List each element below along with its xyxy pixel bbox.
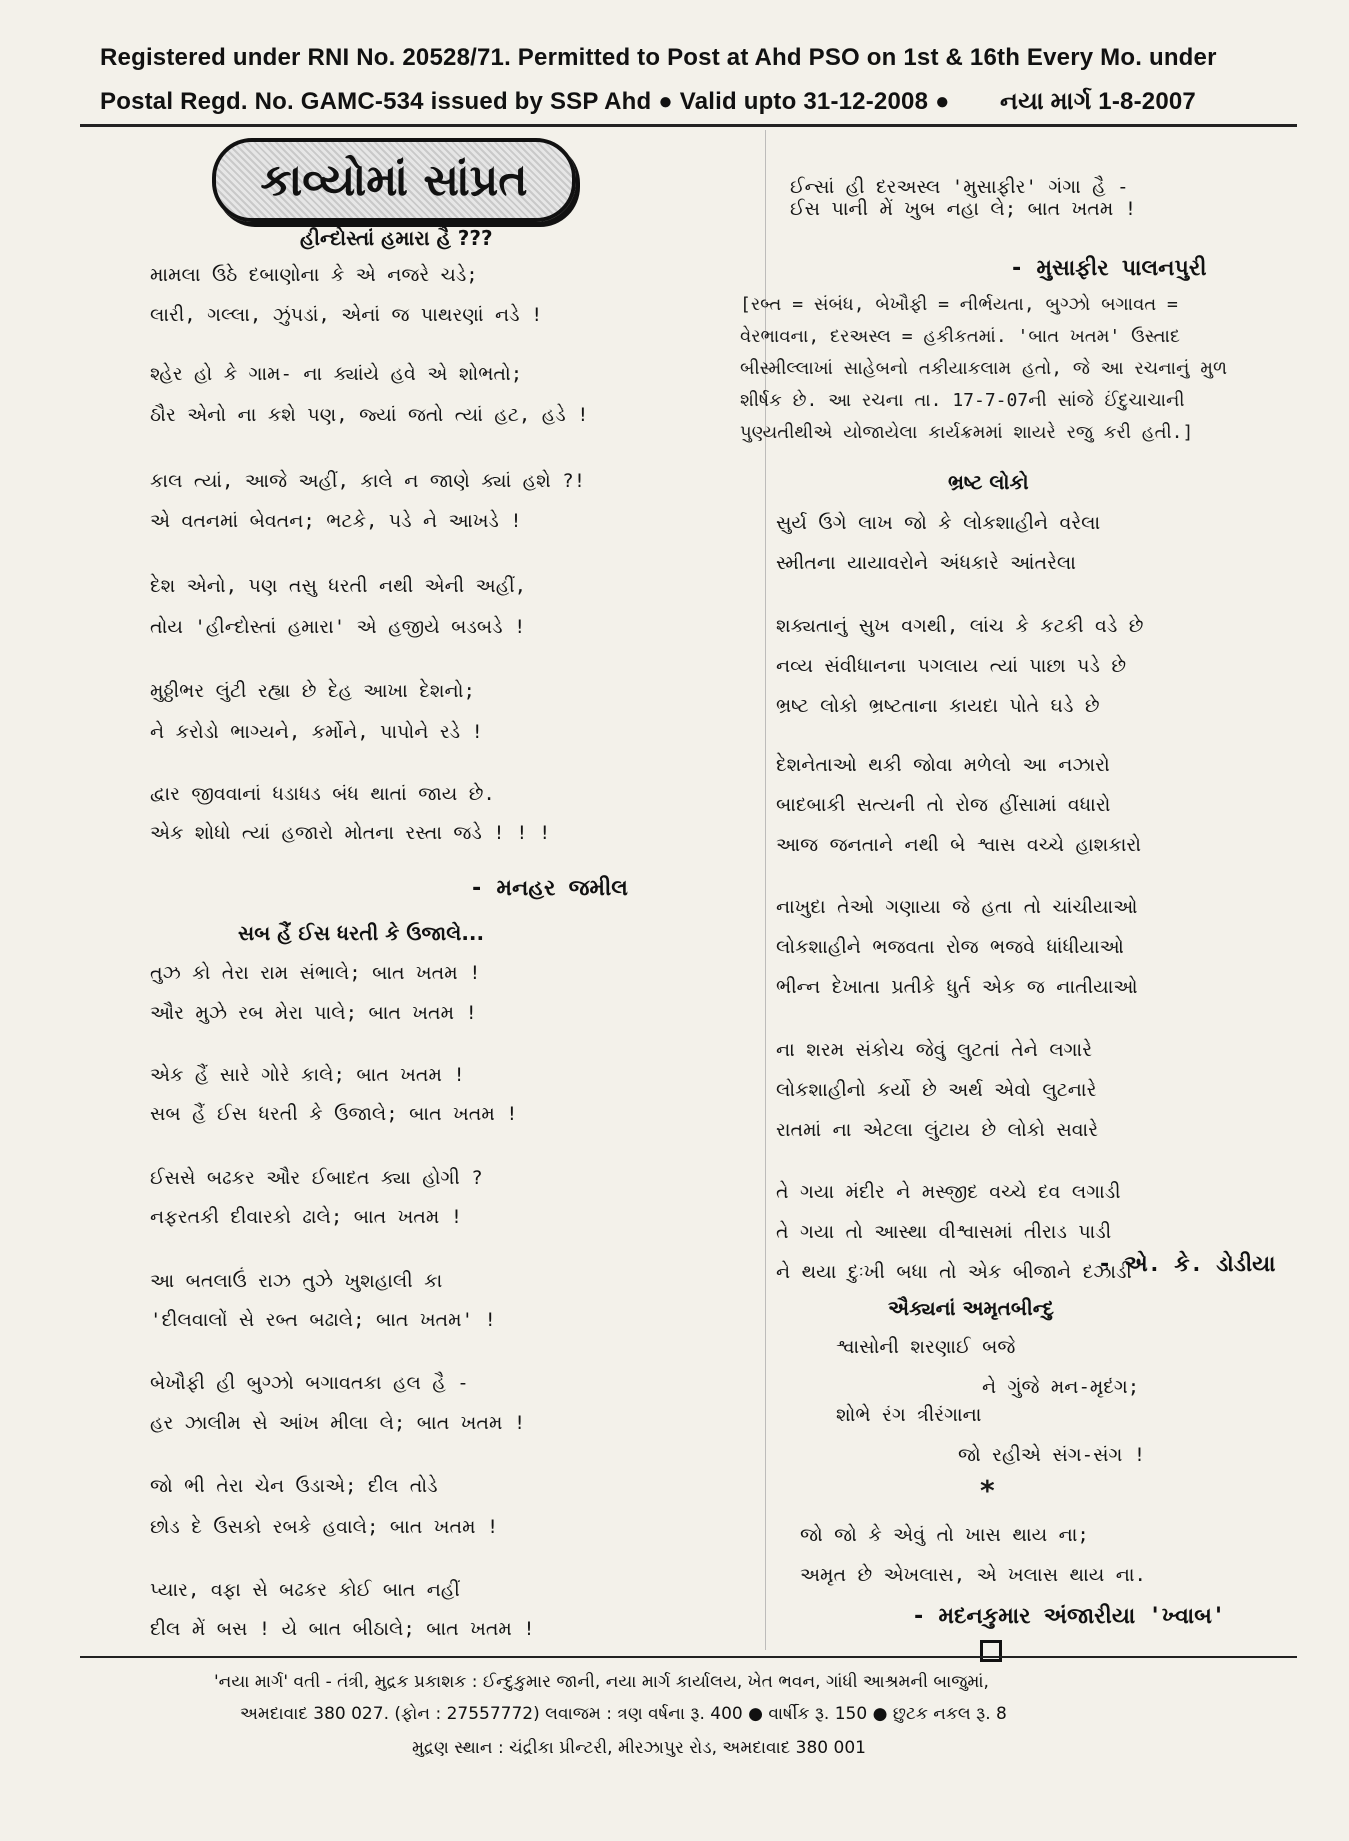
poem1-line: તોય 'હીન્દોસ્તાં હમારા' એ હજીયે બડબડે ! xyxy=(150,616,526,638)
section-banner-title: કાવ્યોમાં સાંપ્રત xyxy=(260,154,528,206)
poem1-line: શ્હેર હો કે ગામ- ના ક્યાંયે હવે એ શોભતો; xyxy=(150,363,523,385)
poem3-line: નાખુદા તેઓ ગણાયા જે હતા તો ચાંચીયાઓ xyxy=(776,896,1138,918)
poem3-line: ના શરમ સંકોચ જેવું લુટતાં તેને લગારે xyxy=(776,1039,1093,1061)
poem2-line: છોડ દે ઉસકો રબકે હવાલે; બાત ખતમ ! xyxy=(150,1516,499,1538)
poem1-line: એ વતનમાં બેવતન; ભટકે, પડે ને આખડે ! xyxy=(150,510,522,532)
poem3-line: તે ગયા તો આસ્થા વીશ્વાસમાં તીરાડ પાડી xyxy=(776,1221,1112,1243)
poem4-line: ને ગુંજે મન-મૃદંગ; xyxy=(982,1376,1140,1398)
poem2-note-line: વેરભાવના, દરઅસ્લ = હકીકતમાં. 'બાત ખતમ' ઉસ્તાદ xyxy=(740,326,1181,347)
poem3-line: ને થયા દુઃખી બધા તો એક બીજાને દઝાડી xyxy=(776,1261,1132,1283)
footer-printer: મુદ્રણ સ્થાન : ચંદ્રીકા પ્રીન્ટરી, મીરઝાપુર રોડ, અમદાવાદ 380 001 xyxy=(412,1738,866,1758)
poem1-line: દેશ એનો, પણ તસુ ધરતી નથી એની અહીં, xyxy=(150,575,527,597)
footer-subscription: અમદાવાદ 380 027. (ફોન : 27557772) લવાજમ : ત્રણ વર્ષના રૂ. 400 ● વાર્ષીક રૂ. 150 ● છુટક નકલ રૂ. 8 xyxy=(240,1704,1007,1724)
poem2-note-line: શીર્ષક છે. આ રચના તા. 17-7-07ની સાંજે ઈંદુચાચાની xyxy=(740,390,1185,411)
poem3-line: આજ જનતાને નથી બે શ્વાસ વચ્ચે હાશકારો xyxy=(776,834,1141,856)
poem2-line: ઈસ પાની મેં ખુબ નહા લે; બાત ખતમ ! xyxy=(790,198,1137,220)
poem3-line: બાદબાકી સત્યની તો રોજ હીંસામાં વધારો xyxy=(776,794,1111,816)
poem4-line: અમૃત છે એખલાસ, એ ખલાસ થાય ના. xyxy=(800,1564,1146,1586)
poem1-line: કાલ ત્યાં, આજે અહીં, કાલે ન જાણે ક્યાં હશે ?! xyxy=(150,470,586,492)
poem2-line: ઔર મુઝે રબ મેરા પાલે; બાત ખતમ ! xyxy=(150,1002,477,1024)
poem2-line: ઈસસે બઢકર ઔર ઈબાદત ક્યા હોગી ? xyxy=(150,1167,483,1189)
poem3-line: લોકશાહીને ભજવતા રોજ ભજવે ધાંધીયાઓ xyxy=(776,936,1124,958)
poem2-line: સબ હૈં ઈસ ધરતી કે ઉજાલે; બાત ખતમ ! xyxy=(150,1103,518,1125)
poem2-note-line: [રબ્ત = સંબંધ, બેખૌફી = નીર્ભયતા, બુગ્ઝો બગાવત = xyxy=(740,294,1178,315)
poem3-line: સુર્ય ઉગે લાખ જો કે લોકશાહીને વરેલા xyxy=(776,512,1101,534)
poem4-line: શોભે રંગ ત્રીરંગાના xyxy=(836,1404,982,1426)
poem1-line: એક શોધો ત્યાં હજારો મોતના રસ્તા જડે ! ! ! xyxy=(150,822,551,844)
poem3-line: ભ્રષ્ટ લોકો ભ્રષ્ટતાના કાયદા પોતે ઘડે છે xyxy=(776,695,1100,717)
poem2-line: 'દીલવાલોં સે રબ્ત બઢાલે; બાત ખતમ' ! xyxy=(150,1309,496,1331)
registration-line-1: Registered under RNI No. 20528/71. Permitted to Post at Ahd PSO on 1st & 16th Every Mo. under xyxy=(100,44,1217,71)
header-rule xyxy=(80,124,1297,127)
poem4-line: શ્વાસોની શરણાઈ બજે xyxy=(836,1336,1016,1358)
footer-rule xyxy=(80,1656,1297,1658)
poem2-line: બેખૌફી હી બુગ્ઝો બગાવતકા હલ હૈ - xyxy=(150,1372,469,1394)
poem1-line: દ્વાર જીવવાનાં ધડાધડ બંધ થાતાં જાય છે. xyxy=(150,783,495,805)
section-banner xyxy=(212,138,576,222)
end-mark-icon xyxy=(980,1640,1002,1662)
issue-date: નયા માર્ગ 1-8-2007 xyxy=(1000,88,1196,115)
poem3-line: દેશનેતાઓ થકી જોવા મળેલો આ નઝારો xyxy=(776,754,1110,776)
footer-publisher: 'નયા માર્ગ' વતી - તંત્રી, મુદ્રક પ્રકાશક : ઈન્દુકુમાર જાની, નયા માર્ગ કાર્યાલય, ખેત ભવન, ગાંધી આશ્રમની બાજુમાં, xyxy=(214,1672,989,1692)
poem2-line: દીલ મેં બસ ! યે બાત બીઠાલે; બાત ખતમ ! xyxy=(150,1618,535,1640)
poem2-note-line: બીસ્મીલ્લાખાં સાહેબનો તકીયાકલામ હતો, જે આ રચનાનું મુળ xyxy=(740,358,1228,379)
poem3-line: લોકશાહીનો કર્યો છે અર્થ એવો લુટનારે xyxy=(776,1079,1097,1101)
poem2-title: સબ હૈં ઈસ ધરતી કે ઉજાલે... xyxy=(238,921,485,945)
poem2-line: પ્યાર, વફા સે બઢકર કોઈ બાત નહીં xyxy=(150,1579,460,1601)
poem2-line: નફરતકી દીવારકો ઢાલે; બાત ખતમ ! xyxy=(150,1206,463,1228)
poem1-line: લારી, ગલ્લા, ઝુંપડાં, એનાં જ પાથરણાં નડે ! xyxy=(150,304,543,326)
poem3-line: રાતમાં ના એટલા લુંટાય છે લોકો સવારે xyxy=(776,1119,1099,1141)
poem3-title: ભ્રષ્ટ લોકો xyxy=(948,470,1029,494)
poem2-line: એક હૈં સારે ગોરે કાલે; બાત ખતમ ! xyxy=(150,1064,465,1086)
poem2-author: - મુસાફીર પાલનપુરી xyxy=(1010,256,1207,281)
poem3-line: સ્મીતના યાયાવરોને અંધકારે આંતરેલા xyxy=(776,552,1076,574)
poem2-line: આ બતલાઉં રાઝ તુઝે ખુશહાલી કા xyxy=(150,1270,443,1292)
poem4-line: જો રહીએ સંગ-સંગ ! xyxy=(958,1444,1146,1466)
poem1-line: ઠૌર એનો ના કશે પણ, જ્યાં જતો ત્યાં હટ, હડે ! xyxy=(150,404,589,426)
poem1-title: હીન્દોસ્તાં હમારા હૈ ??? xyxy=(300,226,493,250)
poem3-line: શક્યતાનું સુખ વગથી, લાંચ કે કટકી વડે છે xyxy=(776,615,1144,637)
poem2-line: જો ભી તેરા ચેન ઉડાએ; દીલ તોડે xyxy=(150,1475,438,1497)
poem1-line: ને કરોડો ભાગ્યને, કર્મોને, પાપોને રડે ! xyxy=(150,721,483,743)
poem1-line: મુઠ્ઠીભર લુંટી રહ્યા છે દેહ આખા દેશનો; xyxy=(150,680,475,702)
poem4-title: ઐક્યનાં અમૃતબીન્દુ xyxy=(888,1296,1054,1320)
poem3-line: તે ગયા મંદીર ને મસ્જીદ વચ્ચે દવ લગાડી xyxy=(776,1181,1121,1203)
poem2-line: તુઝ કો તેરા રામ સંભાલે; બાત ખતમ ! xyxy=(150,962,481,984)
separator-asterisk: * xyxy=(980,1474,995,1507)
poem2-note-line: પુણ્યતીથીએ યોજાયેલા કાર્યક્રમમાં શાયરે રજુ કરી હતી.] xyxy=(740,422,1194,443)
poem3-line: નવ્ય સંવીધાનના પગલાય ત્યાં પાછા પડે છે xyxy=(776,655,1127,677)
poem3-line: ભીન્ન દેખાતા પ્રતીકે ધુર્ત એક જ નાતીયાઓ xyxy=(776,976,1138,998)
poem1-line: મામલા ઉઠે દબાણોના કે એ નજરે ચડે; xyxy=(150,264,478,286)
poem4-line: જો જો કે એવું તો ખાસ થાય ના; xyxy=(800,1524,1089,1546)
poem3-author: - એ. કે. ડોડીયા xyxy=(1098,1252,1276,1277)
poem2-line: હર ઝાલીમ સે આંખ મીલા લે; બાત ખતમ ! xyxy=(150,1412,526,1434)
registration-line-2: Postal Regd. No. GAMC-534 issued by SSP Ahd ● Valid upto 31-12-2008 ● xyxy=(100,88,950,115)
poem2-line: ઈન્સાં હી દરઅસ્લ 'મુસાફીર' ગંગા હૈ - xyxy=(790,176,1129,198)
poem1-author: - મનહર જમીલ xyxy=(470,876,628,901)
poem4-author: - મદનકુમાર અંજારીયા 'ખ્વાબ' xyxy=(912,1604,1226,1629)
